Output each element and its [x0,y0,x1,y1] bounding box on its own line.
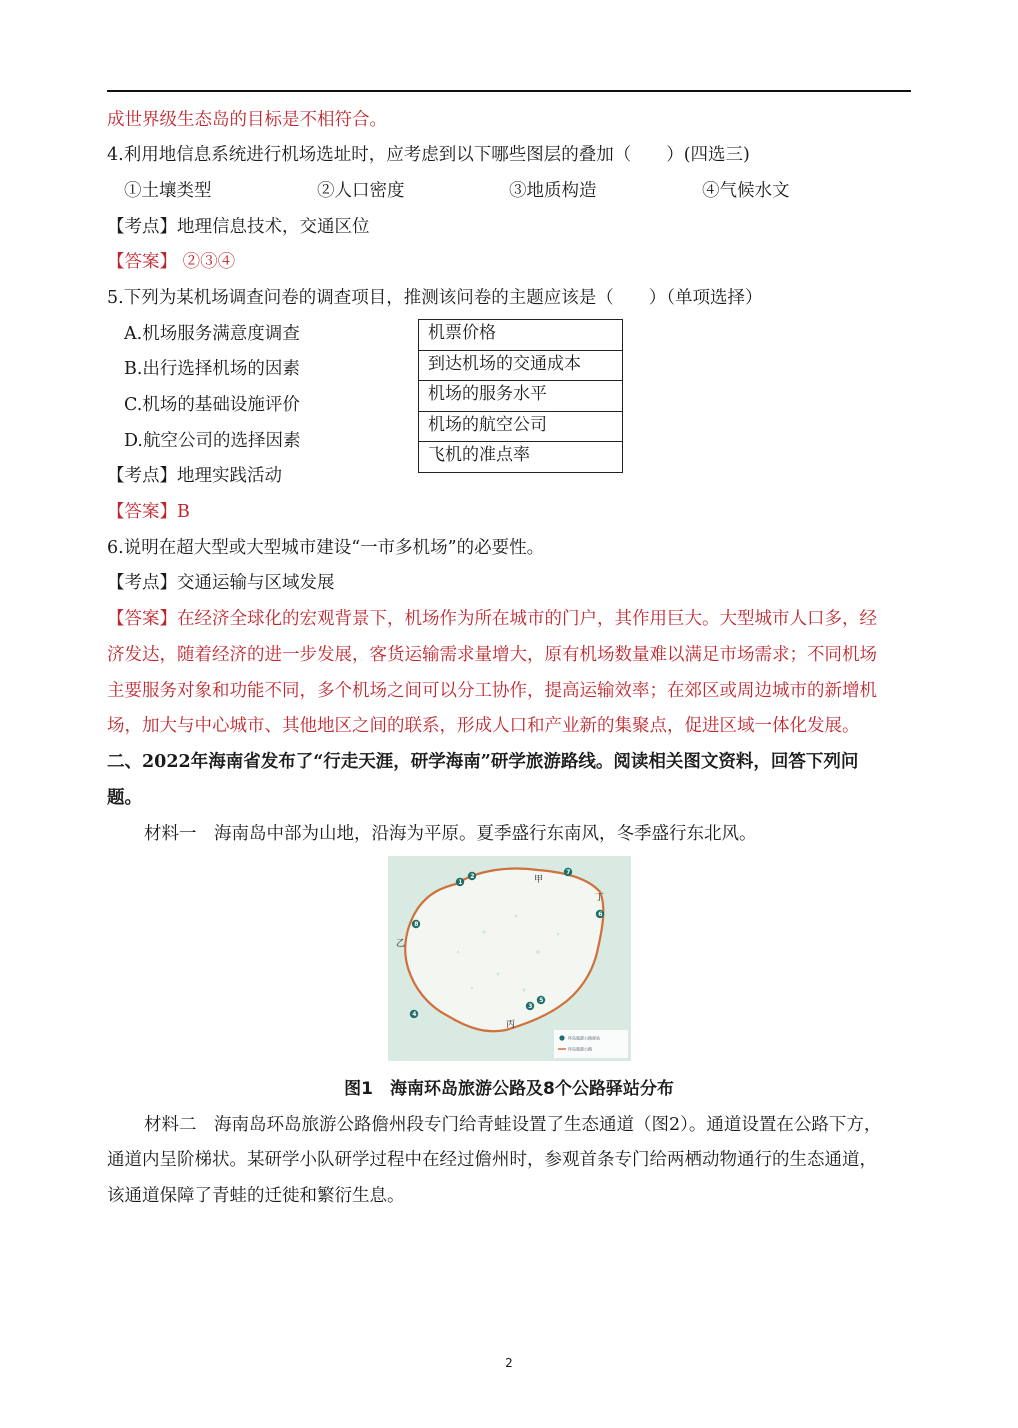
q6-answer-line-3: 主要服务对象和功能不同，多个机场之间可以分工协作，提高运输效率；在郊区或周边城市的新增机 [107,681,877,701]
station-5-marker [537,996,545,1004]
label-jia: 甲 [534,875,544,885]
survey-item: 机票价格 [419,320,622,351]
station-7-marker [564,868,572,876]
survey-item: 飞机的准点率 [419,442,622,473]
q4-answer-label: 【答案】 [107,252,177,272]
q4-option-1: ①土壤类型 [124,181,212,201]
survey-items-table [418,319,623,473]
survey-item: 机场的服务水平 [419,381,622,412]
q6-answer-line-4: 场，加大与中心城市、其他地区之间的联系，形成人口和产业新的集聚点，促进区域一体化发展。 [107,716,860,736]
station-2-marker [468,872,476,880]
svg-text:2: 2 [470,873,475,881]
q6-point-label: 【考点】 [107,573,177,593]
section2-heading-line-1: 二、2022年海南省发布了“行走天涯，研学海南”研学旅游路线。阅读相关图文资料，回答下列问 [107,752,859,772]
material-2-line-2: 通道内呈阶梯状。某研学小队研学过程中在经过儋州时，参观首条专门给两栖动物通行的生态通道， [107,1150,877,1170]
q5-point-label: 【考点】 [107,466,177,486]
q4-point [107,215,919,239]
q4-question: 4.利用地信息系统进行机场选址时，应考虑到以下哪些图层的叠加（ ）(四选三) [107,145,750,165]
q5-point-text: 地理实践活动 [177,466,282,486]
q6-answer-label: 【答案】 [107,609,177,629]
svg-text:1: 1 [458,879,463,887]
legend-station-text: 环岛旅游公路驿站 [568,1035,600,1041]
q6-answer-line-2: 济发达，随着经济的进一步发展，客货运输需求量增大，原有机场数量难以满足市场需求；不同机场 [107,645,877,665]
q5-answer [107,500,919,524]
station-3-marker [526,1002,534,1010]
q4-answer [107,250,919,274]
previous-answer-continuation: 成世界级生态岛的目标是不相符合。 [107,110,387,130]
q6-answer-line-1: 【答案】在经济全球化的宏观背景下，机场作为所在城市的门户，其作用巨大。大型城市人口多，经 [107,609,877,629]
station-4-marker [410,1010,418,1018]
section2-heading-line-2: 题。 [107,788,142,808]
q4-option-2: ②人口密度 [317,181,405,201]
q5-answer-text: B [177,502,190,522]
svg-text:6: 6 [598,911,603,919]
station-8-marker [412,920,420,928]
legend-road-text: 环岛旅游公路 [568,1046,592,1052]
svg-text:3: 3 [528,1003,533,1011]
material-2-line-3: 该通道保障了青蛙的迁徙和繁衍生息。 [107,1186,405,1206]
q5-option-d: D.航空公司的选择因素 [124,431,301,451]
legend-station-icon [559,1035,564,1040]
station-6-marker [596,910,604,918]
label-bing: 丙 [506,1020,516,1030]
q5-question: 5.下列为某机场调查问卷的调查项目，推测该问卷的主题应该是（ ）（单项选择） [107,288,763,308]
survey-item: 机场的航空公司 [419,412,622,443]
material-2-line-1: 材料二 海南岛环岛旅游公路儋州段专门给青蛙设置了生态通道（图2）。通道设置在公路下方， [144,1115,882,1135]
q5-option-b: B.出行选择机场的因素 [124,359,300,379]
q6-point-text: 交通运输与区域发展 [177,573,335,593]
figure-1-caption: 图1 海南环岛旅游公路及8个公路驿站分布 [344,1079,674,1099]
q5-option-a: A.机场服务满意度调查 [124,324,300,344]
q4-point-text: 地理信息技术，交通区位 [177,217,370,237]
station-1-marker [456,878,464,886]
map-legend [554,1030,628,1058]
svg-text:4: 4 [412,1011,417,1019]
label-yi: 乙 [396,939,406,949]
q4-answer-text: ②③④ [177,252,236,272]
svg-text:8: 8 [414,921,419,929]
header-rule [107,90,911,92]
q4-option-4: ④气候水文 [702,181,790,201]
q5-answer-label: 【答案】 [107,502,177,522]
survey-item: 到达机场的交通成本 [419,351,622,382]
q4-option-3: ③地质构造 [509,181,597,201]
q5-point [107,464,407,488]
svg-text:5: 5 [539,997,544,1005]
label-ding: 丁 [595,893,605,903]
q6-question: 6.说明在超大型或大型城市建设“一市多机场”的必要性。 [107,538,545,558]
svg-text:7: 7 [566,869,571,877]
q4-point-label: 【考点】 [107,217,177,237]
q5-option-c: C.机场的基础设施评价 [124,395,300,415]
material-1: 材料一 海南岛中部为山地，沿海为平原。夏季盛行东南风，冬季盛行东北风。 [144,824,757,844]
q6-point [107,571,919,595]
hainan-map [388,856,631,1061]
hainan-map-svg [388,856,631,1061]
page-number: 2 [505,1356,513,1370]
